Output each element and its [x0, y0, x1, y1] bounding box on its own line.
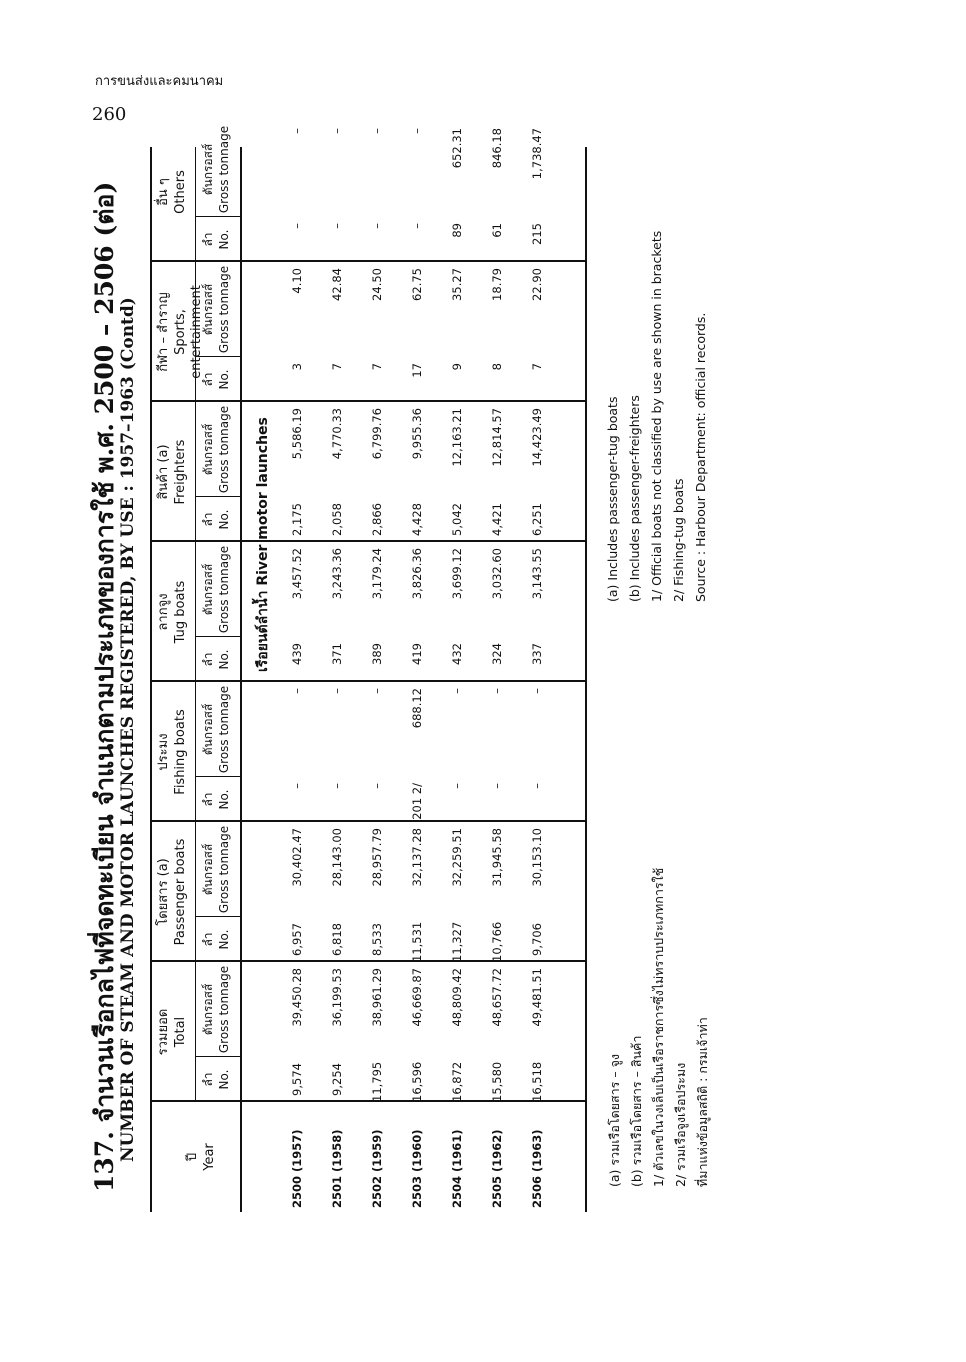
- table-bottom-rule: [585, 147, 587, 1212]
- footnote-english: (a) Includes passenger-tug boats: [605, 396, 620, 602]
- table-cell: –: [290, 128, 304, 134]
- column-group-header-th: ลากจูง: [156, 593, 171, 631]
- section-title: เรือยนต์ลำน้ำ River motor launches: [255, 417, 271, 672]
- table-cell: 18.79: [490, 268, 504, 301]
- table-cell: 61: [490, 223, 504, 238]
- subheader-gt-en: Gross tonnage: [217, 405, 231, 494]
- column-group-header-en: Sports, entertainment: [173, 285, 204, 379]
- subheader-no-th: ลำ: [201, 232, 215, 247]
- table-cell: 28,143.00: [330, 828, 344, 887]
- table-cell: 16,518: [530, 1061, 544, 1102]
- table-cell: 201 2/: [410, 783, 424, 820]
- header-category: การขนส่งและคมนาคม: [95, 74, 224, 89]
- table-cell: 5,042: [450, 503, 464, 536]
- table-cell: –: [450, 688, 464, 694]
- page-number: 260: [92, 104, 127, 125]
- table-cell: 11,795: [370, 1061, 384, 1102]
- year-header-en: Year: [202, 1143, 217, 1171]
- subheader-gt-en: Gross tonnage: [217, 685, 231, 774]
- table-cell: –: [290, 223, 304, 229]
- table-cell: 337: [530, 643, 544, 665]
- table-cell: 89: [450, 223, 464, 238]
- row-year: 2505 (1962): [490, 1129, 504, 1208]
- table-cell: 3,699.12: [450, 548, 464, 600]
- table-cell: 12,163.21: [450, 408, 464, 467]
- table-cell: 2,058: [330, 503, 344, 536]
- table-cell: 215: [530, 223, 544, 245]
- subheader-gt-th: ตันกรอสส์: [201, 143, 215, 196]
- row-year: 2502 (1959): [370, 1129, 384, 1208]
- table-cell: –: [330, 783, 344, 789]
- row-year: 2503 (1960): [410, 1129, 424, 1208]
- table-cell: –: [330, 128, 344, 134]
- table-cell: 3,179.24: [370, 548, 384, 600]
- table-cell: 14,423.49: [530, 408, 544, 467]
- subheader-no-en: No.: [217, 229, 231, 250]
- table-cell: –: [290, 688, 304, 694]
- subheader-gt-th: ตันกรอสส์: [201, 563, 215, 616]
- column-group-header-th: สินค้า (a): [156, 444, 171, 500]
- table-cell: 324: [490, 643, 504, 665]
- subheader-gt-en: Gross tonnage: [217, 825, 231, 914]
- table-cell: 2,866: [370, 503, 384, 536]
- table-cell: –: [530, 783, 544, 789]
- table-cell: 3: [290, 363, 304, 371]
- row-year: 2504 (1961): [450, 1129, 464, 1208]
- subheader-no-en: No.: [217, 509, 231, 530]
- subheader-gt-en: Gross tonnage: [217, 265, 231, 354]
- table-cell: 419: [410, 643, 424, 665]
- table-cell: –: [370, 783, 384, 789]
- table-cell: 4,428: [410, 503, 424, 536]
- table-cell: 8,533: [370, 923, 384, 956]
- subheader-no-en: No.: [217, 1069, 231, 1090]
- footnote-thai: (b) รวมเรือโดยสาร – สินค้า: [629, 1035, 644, 1187]
- table-cell: 30,153.10: [530, 828, 544, 887]
- table-cell: 1,738.47: [530, 128, 544, 180]
- table-cell: 15,580: [490, 1061, 504, 1102]
- subheader-gt-th: ตันกรอสส์: [201, 703, 215, 756]
- footnote-thai: ที่มาแห่งข้อมูลสถิติ : กรมเจ้าท่า: [695, 1017, 710, 1187]
- table-cell: 17: [410, 363, 424, 378]
- table-cell: 3,032.60: [490, 548, 504, 600]
- table-cell: 5,586.19: [290, 408, 304, 460]
- table-cell: 4,770.33: [330, 408, 344, 460]
- title-thai: 137. จำนวนเรือกลไฟที่จดทะเบียน จำแนกตามประเภทของการใช้ พ.ศ. 2500 – 2506 (ต่อ): [90, 181, 119, 1192]
- table-cell: –: [410, 223, 424, 229]
- footnote-thai: 1/ ตัวเลขในวงเล็บเป็นเรือราชการซึ่งไม่ทราบประเภทการใช้: [651, 867, 666, 1187]
- table-cell: 652.31: [450, 128, 464, 169]
- table-cell: 36,199.53: [330, 968, 344, 1027]
- table-cell: –: [330, 223, 344, 229]
- table-cell: 4,421: [490, 503, 504, 536]
- footnote-english: 1/ Official boats not classified by use are shown in brackets: [649, 230, 664, 602]
- table-cell: 42.84: [330, 268, 344, 301]
- table-cell: 688.12: [410, 688, 424, 729]
- table-cell: 7: [530, 363, 544, 371]
- subheader-no-th: ลำ: [201, 512, 215, 527]
- table-cell: 32,259.51: [450, 828, 464, 887]
- table-cell: 371: [330, 643, 344, 665]
- table-cell: –: [370, 223, 384, 229]
- subheader-no-en: No.: [217, 789, 231, 810]
- subheader-gt-th: ตันกรอสส์: [201, 843, 215, 896]
- table-cell: 31,945.58: [490, 828, 504, 887]
- column-group-header-th: กีฬา – สำราญ: [156, 292, 171, 372]
- column-group-header-en: Tug boats: [173, 580, 188, 644]
- table-cell: 62.75: [410, 268, 424, 301]
- table-cell: 22.90: [530, 268, 544, 301]
- subheader-no-en: No.: [217, 649, 231, 670]
- column-group-header-th: โดยสาร (a): [156, 858, 171, 926]
- row-year: 2506 (1963): [530, 1129, 544, 1208]
- column-group-header-th: ประมง: [156, 733, 171, 771]
- subheader-gt-en: Gross tonnage: [217, 965, 231, 1054]
- footnote-english: Source : Harbour Department: official records.: [693, 312, 708, 602]
- table-cell: –: [410, 128, 424, 134]
- footnote-thai: (a) รวมเรือโดยสาร – จูง: [607, 1054, 622, 1187]
- table-cell: 32,137.28: [410, 828, 424, 887]
- subheader-no-th: ลำ: [201, 1072, 215, 1087]
- table-cell: 12,814.57: [490, 408, 504, 467]
- title-english: NUMBER OF STEAM AND MOTOR LAUNCHES REGISTERED, BY USE : 1957–1963 (Contd): [118, 297, 138, 1162]
- table-cell: 28,957.79: [370, 828, 384, 887]
- table-cell: 48,809.42: [450, 968, 464, 1027]
- table-cell: 846.18: [490, 128, 504, 169]
- table-cell: 6,957: [290, 923, 304, 956]
- table-cell: 9,254: [330, 1063, 344, 1096]
- row-year: 2500 (1957): [290, 1129, 304, 1208]
- table-cell: 389: [370, 643, 384, 665]
- table-cell: 3,457.52: [290, 548, 304, 600]
- column-group-header-en: Freighters: [173, 439, 188, 505]
- subheader-no-th: ลำ: [201, 372, 215, 387]
- subheader-no-en: No.: [217, 369, 231, 390]
- column-group-header-en: Total: [173, 1016, 188, 1048]
- table-cell: 6,799.76: [370, 408, 384, 460]
- table-cell: 9,706: [530, 923, 544, 956]
- table-cell: 46,669.87: [410, 968, 424, 1027]
- table-cell: 9,955.36: [410, 408, 424, 460]
- table-cell: 39,450.28: [290, 968, 304, 1027]
- table-cell: –: [490, 688, 504, 694]
- table-cell: –: [490, 783, 504, 789]
- table-cell: 11,531: [410, 921, 424, 962]
- table-cell: 38,961.29: [370, 968, 384, 1027]
- subheader-no-en: No.: [217, 929, 231, 950]
- subheader-gt-th: ตันกรอสส์: [201, 423, 215, 476]
- subheader-no-th: ลำ: [201, 792, 215, 807]
- table-cell: 10,766: [490, 921, 504, 962]
- subheader-gt-th: ตันกรอสส์: [201, 283, 215, 336]
- table-cell: 9: [450, 363, 464, 371]
- subheader-no-th: ลำ: [201, 652, 215, 667]
- table-cell: 48,657.72: [490, 968, 504, 1027]
- column-group-header-en: Passenger boats: [173, 838, 188, 946]
- footnote-thai: 2/ รวมเรือจูงเรือประมง: [673, 1062, 688, 1187]
- year-header-th: ปี: [185, 1152, 200, 1162]
- table-cell: 8: [490, 363, 504, 371]
- table-cell: 7: [370, 363, 384, 371]
- table-cell: 3,243.36: [330, 548, 344, 600]
- table-cell: 16,872: [450, 1061, 464, 1102]
- row-year: 2501 (1958): [330, 1129, 344, 1208]
- table-cell: 35.27: [450, 268, 464, 301]
- column-group-header-th: รวมยอด: [156, 1008, 171, 1056]
- table-cell: –: [370, 688, 384, 694]
- table-cell: 4.10: [290, 268, 304, 294]
- table-cell: 11,327: [450, 921, 464, 962]
- footnote-english: 2/ Fishing-tug boats: [671, 478, 686, 602]
- table-cell: 432: [450, 643, 464, 665]
- table-cell: –: [330, 688, 344, 694]
- subheader-gt-en: Gross tonnage: [217, 125, 231, 214]
- table-cell: 3,826.36: [410, 548, 424, 600]
- column-group-header-th: อื่น ๆ: [156, 178, 171, 206]
- subheader-no-th: ลำ: [201, 932, 215, 947]
- table-cell: 7: [330, 363, 344, 371]
- table-cell: 16,596: [410, 1061, 424, 1102]
- table-cell: 6,818: [330, 923, 344, 956]
- table-cell: –: [290, 783, 304, 789]
- table-cell: –: [530, 688, 544, 694]
- table-cell: 9,574: [290, 1063, 304, 1096]
- table-cell: 6,251: [530, 503, 544, 536]
- table-cell: 439: [290, 643, 304, 665]
- table-cell: –: [370, 128, 384, 134]
- footnote-english: (b) Includes passenger-freighters: [627, 395, 642, 602]
- table-cell: 3,143.55: [530, 548, 544, 600]
- table-cell: 49,481.51: [530, 968, 544, 1027]
- column-group-header-en: Fishing boats: [173, 709, 188, 795]
- subheader-gt-en: Gross tonnage: [217, 545, 231, 634]
- table-cell: –: [450, 783, 464, 789]
- table-cell: 30,402.47: [290, 828, 304, 887]
- subheader-gt-th: ตันกรอสส์: [201, 983, 215, 1036]
- table-cell: 2,175: [290, 503, 304, 536]
- table-cell: 24.50: [370, 268, 384, 301]
- column-group-header-en: Others: [173, 170, 188, 214]
